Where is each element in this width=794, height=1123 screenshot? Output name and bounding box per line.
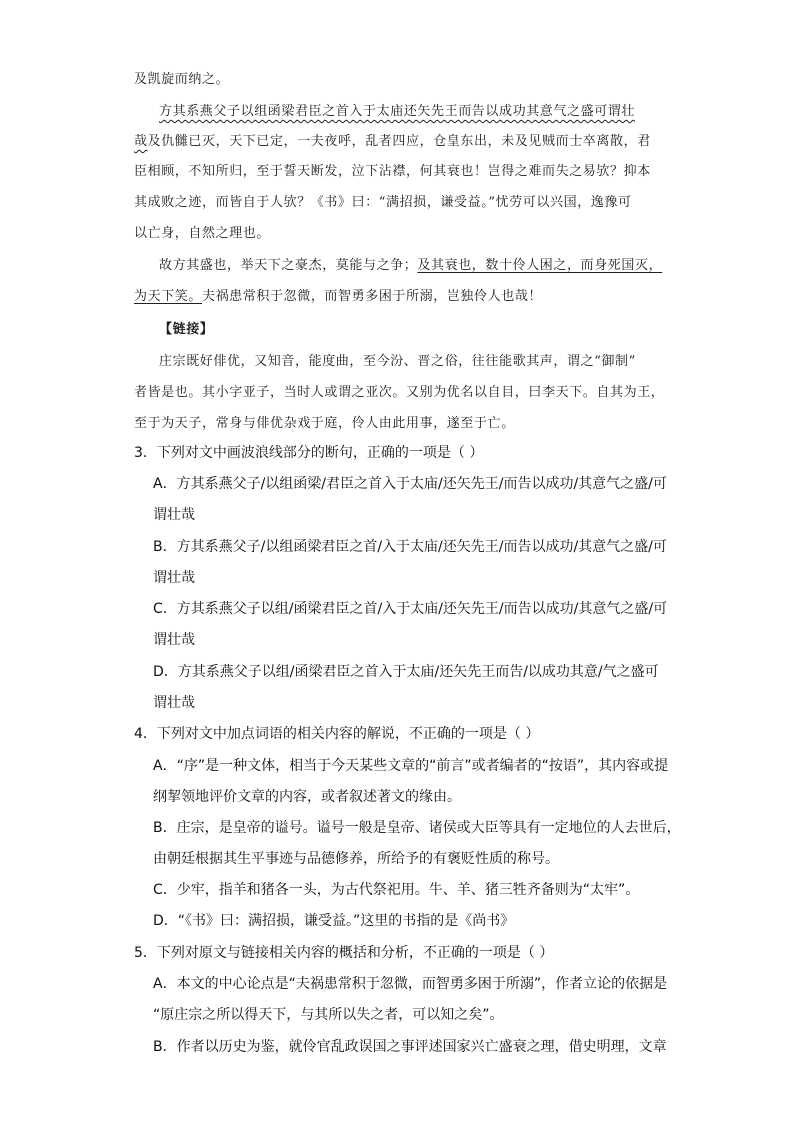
passage-underlined-fragment: 为天下笑。 (134, 289, 203, 304)
passage-line: 其成败之迹，而皆自于人欤？《书》曰：“满招损，谦受益。”忧劳可以兴国，逸豫可 (134, 195, 632, 210)
question-4-option-c: C．少牢，指羊和猪各一头，为古代祭祀用。牛、羊、猪三牲齐备则为“太牢”。 (153, 882, 640, 898)
passage-line (159, 254, 662, 273)
question-3-option-b-cont: 谓壮哉 (153, 570, 195, 586)
question-4-option-a-cont: 纲挈领地评价文章的内容，或者叙述著文的缘由。 (153, 789, 461, 805)
passage-wavy-line: 方其系燕父子以组函梁君臣之首入于太庙还矢先王而告以成功其意气之盛可谓壮 (159, 104, 636, 119)
question-3-option-b: B．方其系燕父子/以组函梁君臣之首/入于太庙/还矢先王/而告以成功/其意气之盛/可 (153, 539, 667, 555)
passage-fragment: 及仇雠已灭，天下已定，一夫夜呼，乱者四应，仓皇东出，未及见贼而士卒离散，君 (147, 134, 651, 149)
question-3-stem: 3．下列对文中画波浪线部分的断句，正确的一项是（ ） (134, 445, 484, 461)
question-3-option-c-cont: 谓壮哉 (153, 632, 195, 648)
question-3-option-d-cont: 谓壮哉 (153, 695, 195, 711)
question-5-option-a-cont: “原庄宗之所以得天下，与其所以失之者，可以知之矣”。 (153, 1007, 504, 1023)
question-3-option-a: A．方其系燕父子/以组函梁/君臣之首入于太庙/还矢先王/而告以成功/其意气之盛/可 (153, 476, 667, 492)
link-line: 庄宗既好俳优，又知音，能度曲，至今汾、晋之俗，往往能歌其声，谓之“御制” (159, 354, 636, 369)
passage-line (134, 285, 542, 304)
question-5-option-b: B．作者以历史为鉴，就伶官乱政误国之事评述国家兴亡盛衰之理，借史明理，文章 (153, 1039, 667, 1055)
question-4-option-a: A．“序”是一种文体，相当于今天某些文章的“前言”或者编者的“按语”，其内容或提 (153, 758, 669, 774)
question-3-option-c: C．方其系燕父子以组/函梁君臣之首/入于太庙/还矢先王/而告以成功/其意气之盛/可 (153, 601, 668, 617)
passage-fragment: 故方其盛也，举天下之豪杰，莫能与之争； (159, 258, 418, 273)
question-5-option-a: A．本文的中心论点是“夫祸患常积于忽微，而智勇多困于所溺”，作者立论的依据是 (153, 976, 668, 992)
passage-wavy-fragment: 哉 (134, 134, 148, 149)
question-3-option-d: D．方其系燕父子以组/函梁君臣之首入于太庙/还矢先王而告/以成功其意/气之盛可 (153, 664, 659, 680)
question-3-option-a-cont: 谓壮哉 (153, 507, 195, 523)
passage-underlined-fragment: 及其衰也，数十伶人困之，而身死国灭， (417, 258, 663, 273)
question-4-option-b-cont: 由朝廷根据其生平事迹与品德修养，所给予的有褒贬性质的称号。 (153, 851, 559, 867)
passage-line: 臣相顾，不知所归，至于誓天断发，泣下沾襟，何其衰也！岂得之难而失之易欤？抑本 (134, 164, 651, 179)
link-line: 至于为天子，常身与俳优杂戏于庭，伶人由此用事，遂至于亡。 (134, 416, 515, 431)
passage-line (134, 130, 651, 149)
question-4-option-d: D．“《书》曰：满招损，谦受益。”这里的书指的是《尚书》 (153, 913, 515, 929)
passage-line: 以亡身，自然之理也。 (134, 226, 271, 241)
link-title: 【链接】 (159, 322, 214, 337)
question-4-option-b: B．庄宗，是皇帝的谥号。谥号一般是皇帝、诸侯或大臣等具有一定地位的人去世后， (153, 820, 681, 836)
passage-line: 及凯旋而纳之。 (134, 72, 230, 87)
question-5-stem: 5．下列对原文与链接相关内容的概括和分析，不正确的一项是（ ） (134, 945, 554, 961)
link-line: 者皆是也。其小字亚子，当时人或谓之亚次。又别为优名以自目，曰李天下。自其为王， (134, 385, 665, 400)
passage-fragment: 夫祸患常积于忽微，而智勇多困于所溺，岂独伶人也哉！ (202, 289, 543, 304)
question-4-stem: 4．下列对文中加点词语的相关内容的解说，不正确的一项是（ ） (134, 726, 540, 742)
